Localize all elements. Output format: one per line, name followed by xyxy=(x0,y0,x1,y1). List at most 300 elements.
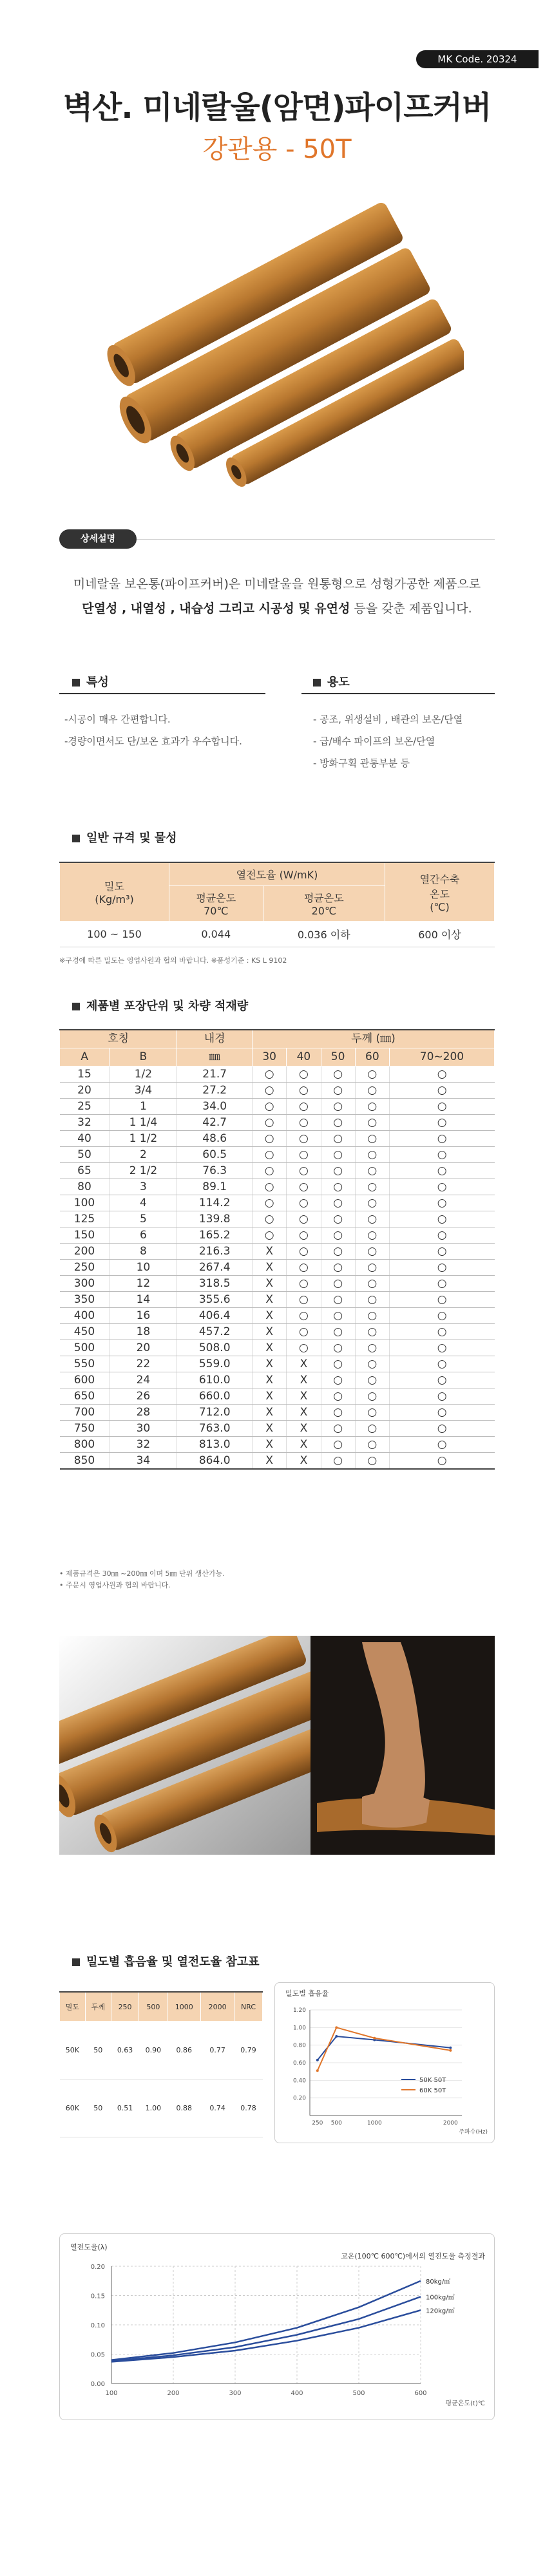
usage-heading: 용도 xyxy=(313,673,350,690)
pack-cell: ○ xyxy=(321,1083,355,1099)
data-point xyxy=(316,2069,319,2072)
pack-cell: 500 xyxy=(60,1340,110,1356)
y-tick-label: 0.80 xyxy=(292,2042,306,2049)
bullet-square-icon xyxy=(72,1003,80,1010)
pack-cell: 406.4 xyxy=(177,1308,253,1324)
x-tick-label: 100 xyxy=(105,2390,118,2397)
feature-item: -시공이 매우 간편합니다. xyxy=(64,714,171,725)
pack-cell: ○ xyxy=(389,1308,494,1324)
pack-cell: ○ xyxy=(355,1372,389,1388)
product-title: 벽산. 미네랄울(암면)파이프커버 xyxy=(62,90,492,126)
pipe-cover-image xyxy=(103,193,464,489)
pack-cell: 60.5 xyxy=(177,1147,253,1163)
pack-cell: 100 xyxy=(60,1195,110,1211)
pack-cell: X xyxy=(253,1244,287,1260)
pack-cell: 20 xyxy=(60,1083,110,1099)
pack-cell: 14 xyxy=(110,1292,177,1308)
pack-cell: ○ xyxy=(389,1340,494,1356)
pack-cell: 125 xyxy=(60,1211,110,1227)
pack-cell: ○ xyxy=(287,1260,321,1276)
pack-cell: ○ xyxy=(355,1388,389,1405)
pack-cell: X xyxy=(253,1437,287,1453)
x-axis-label: 주파수(Hz) xyxy=(459,2129,488,2136)
y-tick-label: 1.20 xyxy=(292,2007,306,2014)
series-line xyxy=(318,2027,451,2070)
pack-cell: ○ xyxy=(287,1163,321,1179)
x-tick-label: 600 xyxy=(414,2390,427,2397)
pack-note-1: • 제품규격은 30㎜ ~200㎜ 이며 5㎜ 단위 생산가능. xyxy=(59,1569,225,1578)
pack-cell: ○ xyxy=(321,1437,355,1453)
pack-cell: ○ xyxy=(355,1244,389,1260)
pack-cell: 355.6 xyxy=(177,1292,253,1308)
x-tick-label: 500 xyxy=(330,2120,342,2126)
pack-cell: X xyxy=(287,1421,321,1437)
pack-cell: 2 1/2 xyxy=(110,1163,177,1179)
pack-cell: 12 xyxy=(110,1276,177,1292)
spec-c20: 0.036 이하 xyxy=(263,922,385,947)
pack-row xyxy=(60,1066,495,1083)
pack-cell: X xyxy=(253,1308,287,1324)
pack-cell: ○ xyxy=(321,1356,355,1372)
pack-cell: ○ xyxy=(389,1388,494,1405)
pack-h-t60: 60 xyxy=(355,1048,389,1066)
absorb-cell: 50 xyxy=(85,2022,111,2079)
y-tick-label: 0.05 xyxy=(90,2351,105,2359)
pack-cell: 15 xyxy=(60,1066,110,1083)
series-label: 80kg/㎥ xyxy=(426,2278,451,2286)
intro-bold: 단열성 , 내열성 , 내습성 그리고 시공성 및 유연성 xyxy=(82,601,350,616)
data-point xyxy=(449,2049,452,2052)
pack-cell: ○ xyxy=(355,1437,389,1453)
product-photo xyxy=(59,1636,495,1855)
x-axis-label: 평균온도(t)℃ xyxy=(445,2400,485,2407)
pack-cell: ○ xyxy=(355,1421,389,1437)
data-point xyxy=(335,2035,338,2038)
pack-cell: X xyxy=(253,1421,287,1437)
pack-cell: ○ xyxy=(253,1163,287,1179)
absorb-h: 두께 xyxy=(85,1992,111,2022)
x-tick-label: 200 xyxy=(167,2390,180,2397)
pack-cell: ○ xyxy=(355,1260,389,1276)
pack-cell: 400 xyxy=(60,1308,110,1324)
pack-cell: ○ xyxy=(253,1211,287,1227)
pack-cell: ○ xyxy=(389,1147,494,1163)
pack-cell: ○ xyxy=(389,1356,494,1372)
y-tick-label: 1.00 xyxy=(292,2025,306,2032)
pack-row xyxy=(60,1372,495,1388)
pack-cell: 750 xyxy=(60,1421,110,1437)
pack-cell: ○ xyxy=(287,1131,321,1147)
pack-cell: 150 xyxy=(60,1227,110,1244)
pack-cell: 65 xyxy=(60,1163,110,1179)
pack-cell: X xyxy=(253,1405,287,1421)
y-tick-label: 0.20 xyxy=(292,2095,306,2102)
x-tick-label: 300 xyxy=(229,2390,242,2397)
pack-cell: X xyxy=(287,1405,321,1421)
pack-cell: 300 xyxy=(60,1276,110,1292)
data-point xyxy=(373,2037,376,2040)
pack-row xyxy=(60,1083,495,1099)
pack-cell: 200 xyxy=(60,1244,110,1260)
pack-cell: X xyxy=(253,1340,287,1356)
spec-h-avg70: 평균온도 70℃ xyxy=(169,886,263,922)
usage-underline xyxy=(301,693,495,694)
pack-cell: ○ xyxy=(355,1292,389,1308)
pack-h-nominal: 호칭 xyxy=(60,1030,177,1048)
pack-cell: X xyxy=(253,1292,287,1308)
pack-cell: 1 1/2 xyxy=(110,1131,177,1147)
pack-cell: ○ xyxy=(321,1244,355,1260)
pack-h-od-unit: ㎜ xyxy=(177,1048,253,1066)
absorb-cell: 0.79 xyxy=(234,2022,263,2079)
pack-cell: 1 xyxy=(110,1099,177,1115)
pack-row xyxy=(60,1244,495,1260)
pack-cell: ○ xyxy=(355,1211,389,1227)
pack-cell: ○ xyxy=(389,1244,494,1260)
pack-cell: ○ xyxy=(287,1340,321,1356)
pack-cell: ○ xyxy=(321,1195,355,1211)
pack-cell: ○ xyxy=(287,1066,321,1083)
pack-cell: 40 xyxy=(60,1131,110,1147)
spec-density: 100 ~ 150 xyxy=(60,922,169,947)
pack-cell: 318.5 xyxy=(177,1276,253,1292)
y-tick-label: 0.40 xyxy=(292,2078,306,2085)
absorb-chart-box xyxy=(274,1982,495,2143)
absorb-h: 250 xyxy=(111,1992,139,2022)
pack-cell: ○ xyxy=(287,1099,321,1115)
pack-cell: ○ xyxy=(355,1340,389,1356)
pack-cell: ○ xyxy=(321,1179,355,1195)
pack-cell: ○ xyxy=(355,1453,389,1470)
pack-cell: 610.0 xyxy=(177,1372,253,1388)
pack-row xyxy=(60,1276,495,1292)
pack-cell: 813.0 xyxy=(177,1437,253,1453)
pack-cell: ○ xyxy=(355,1147,389,1163)
pack-cell: X xyxy=(253,1324,287,1340)
pack-h-thick: 두께 (㎜) xyxy=(253,1030,495,1048)
pack-heading: 제품별 포장단위 및 차량 적재량 xyxy=(72,997,248,1014)
pack-cell: ○ xyxy=(321,1421,355,1437)
features-heading: 특성 xyxy=(72,673,109,690)
pack-cell: ○ xyxy=(287,1244,321,1260)
pack-cell: ○ xyxy=(389,1437,494,1453)
pack-cell: 89.1 xyxy=(177,1179,253,1195)
pack-cell: ○ xyxy=(355,1227,389,1244)
pack-note-2: • 주문시 영업사원과 협의 바랍니다. xyxy=(59,1581,171,1589)
pack-cell: X xyxy=(253,1372,287,1388)
pack-row xyxy=(60,1179,495,1195)
absorb-cell: 0.63 xyxy=(111,2022,139,2079)
pack-cell: ○ xyxy=(355,1356,389,1372)
section-badge: 상세설명 xyxy=(59,529,137,549)
pack-cell: ○ xyxy=(355,1308,389,1324)
pack-cell: ○ xyxy=(287,1276,321,1292)
pack-cell: 450 xyxy=(60,1324,110,1340)
pack-cell: ○ xyxy=(389,1292,494,1308)
series-line xyxy=(111,2281,421,2360)
pack-cell: 216.3 xyxy=(177,1244,253,1260)
spec-heading: 일반 규격 및 물성 xyxy=(72,829,177,846)
pack-h-t40: 40 xyxy=(287,1048,321,1066)
pack-h-t50: 50 xyxy=(321,1048,355,1066)
feature-item: -경량이면서도 단/보온 효과가 우수합니다. xyxy=(64,735,242,747)
pack-cell: ○ xyxy=(389,1099,494,1115)
pack-cell: ○ xyxy=(355,1163,389,1179)
pack-cell: 18 xyxy=(110,1324,177,1340)
pack-h-od: 내경 xyxy=(177,1030,253,1048)
pack-row xyxy=(60,1308,495,1324)
pack-cell: ○ xyxy=(389,1405,494,1421)
usage-item: - 공조, 위생설비 , 배관의 보온/단열 xyxy=(313,714,463,725)
pack-cell: ○ xyxy=(321,1388,355,1405)
pack-row xyxy=(60,1227,495,1244)
pack-cell: 2 xyxy=(110,1147,177,1163)
pack-cell: 22 xyxy=(110,1356,177,1372)
pack-cell: ○ xyxy=(253,1195,287,1211)
pack-cell: 20 xyxy=(110,1340,177,1356)
pack-cell: 3/4 xyxy=(110,1083,177,1099)
pack-cell: X xyxy=(253,1453,287,1470)
pack-cell: 139.8 xyxy=(177,1211,253,1227)
absorb-cell: 0.78 xyxy=(234,2079,263,2137)
pack-cell: 48.6 xyxy=(177,1131,253,1147)
pack-cell: 21.7 xyxy=(177,1066,253,1083)
pack-row xyxy=(60,1437,495,1453)
pack-cell: ○ xyxy=(287,1292,321,1308)
absorb-cell: 50K xyxy=(60,2022,86,2079)
absorb-cell: 50 xyxy=(85,2079,111,2137)
pack-cell: ○ xyxy=(253,1115,287,1131)
pack-cell: ○ xyxy=(287,1115,321,1131)
pack-cell: ○ xyxy=(389,1066,494,1083)
chart-title: 고온(100℃ 600℃)에서의 열전도율 측정결과 xyxy=(341,2252,485,2260)
x-tick-label: 400 xyxy=(291,2390,303,2397)
pack-row xyxy=(60,1356,495,1372)
conductivity-chart-box xyxy=(59,2233,495,2420)
conductivity-chart xyxy=(60,2234,495,2421)
y-tick-label: 0.15 xyxy=(90,2293,105,2300)
y-tick-label: 0.00 xyxy=(90,2381,105,2388)
pack-cell: 27.2 xyxy=(177,1083,253,1099)
legend-label: 50K 50T xyxy=(419,2077,446,2084)
pack-row xyxy=(60,1115,495,1131)
pack-cell: 10 xyxy=(110,1260,177,1276)
pack-row xyxy=(60,1195,495,1211)
pack-cell: 4 xyxy=(110,1195,177,1211)
pack-cell: ○ xyxy=(253,1066,287,1083)
pack-row xyxy=(60,1163,495,1179)
x-tick-label: 1000 xyxy=(367,2120,382,2126)
pack-cell: ○ xyxy=(321,1099,355,1115)
pack-cell: ○ xyxy=(287,1195,321,1211)
series-line xyxy=(111,2297,421,2361)
pack-cell: 16 xyxy=(110,1308,177,1324)
spec-c70: 0.044 xyxy=(169,922,263,947)
pack-cell: 76.3 xyxy=(177,1163,253,1179)
y-tick-label: 0.60 xyxy=(292,2060,306,2067)
pack-cell: ○ xyxy=(389,1372,494,1388)
intro-text: 미네랄울 보온통(파이프커버)은 미네랄울을 원통형으로 성형가공한 제품으로 xyxy=(73,577,481,591)
pack-cell: X xyxy=(253,1276,287,1292)
pack-cell: 559.0 xyxy=(177,1356,253,1372)
pack-row xyxy=(60,1421,495,1437)
pack-cell: 5 xyxy=(110,1211,177,1227)
pack-cell: ○ xyxy=(253,1083,287,1099)
intro-text-2 xyxy=(0,599,554,616)
spec-shrink: 600 이상 xyxy=(385,922,495,947)
pack-cell: X xyxy=(253,1356,287,1372)
pack-cell: ○ xyxy=(321,1292,355,1308)
absorb-table xyxy=(59,1991,263,2137)
spec-h-avg20: 평균온도 20℃ xyxy=(263,886,385,922)
spec-h-conductivity: 열전도율 (W/mK) xyxy=(169,862,385,886)
pack-cell: 660.0 xyxy=(177,1388,253,1405)
pack-cell: ○ xyxy=(355,1276,389,1292)
pack-cell: ○ xyxy=(287,1308,321,1324)
pack-row xyxy=(60,1453,495,1470)
data-point xyxy=(316,2059,319,2061)
pack-cell: ○ xyxy=(355,1324,389,1340)
spec-note: ※구경에 따른 밀도는 영업사원과 협의 바랍니다. ※품성기준 : KS L 9102 xyxy=(59,956,287,965)
pack-cell: X xyxy=(287,1437,321,1453)
pack-cell: ○ xyxy=(355,1195,389,1211)
pack-cell: 28 xyxy=(110,1405,177,1421)
usage-item: - 방화구획 관통부분 등 xyxy=(313,757,410,769)
pack-cell: ○ xyxy=(321,1147,355,1163)
absorb-cell: 60K xyxy=(60,2079,86,2137)
pack-cell: 712.0 xyxy=(177,1405,253,1421)
pack-cell: ○ xyxy=(389,1260,494,1276)
pack-cell: 250 xyxy=(60,1260,110,1276)
pack-h-a: A xyxy=(60,1048,110,1066)
absorb-h: 1000 xyxy=(167,1992,201,2022)
pack-row xyxy=(60,1405,495,1421)
y-axis-label: 열전도율(λ) xyxy=(70,2243,108,2251)
pack-cell: 114.2 xyxy=(177,1195,253,1211)
bullet-square-icon xyxy=(72,835,80,842)
pack-cell: ○ xyxy=(389,1227,494,1244)
data-point xyxy=(335,2026,338,2029)
pack-cell: ○ xyxy=(389,1211,494,1227)
pack-cell: 850 xyxy=(60,1453,110,1470)
pack-cell: 165.2 xyxy=(177,1227,253,1244)
y-tick-label: 0.10 xyxy=(90,2322,105,2329)
pack-cell: 3 xyxy=(110,1179,177,1195)
pack-cell: ○ xyxy=(389,1421,494,1437)
pack-cell: 26 xyxy=(110,1388,177,1405)
pack-cell: X xyxy=(253,1260,287,1276)
pack-cell: 700 xyxy=(60,1405,110,1421)
pack-cell: 350 xyxy=(60,1292,110,1308)
pack-cell: 25 xyxy=(60,1099,110,1115)
pack-cell: ○ xyxy=(321,1340,355,1356)
series-label: 120kg/㎥ xyxy=(426,2307,455,2315)
pack-cell: ○ xyxy=(355,1405,389,1421)
pack-cell: ○ xyxy=(355,1115,389,1131)
pack-cell: ○ xyxy=(287,1179,321,1195)
y-tick-label: 0.20 xyxy=(90,2264,105,2271)
features-list xyxy=(64,708,242,752)
mk-code-badge: MK Code. 20324 xyxy=(416,50,539,68)
pack-cell: 50 xyxy=(60,1147,110,1163)
pack-cell: ○ xyxy=(389,1083,494,1099)
product-subtitle: 강관용 - 50T xyxy=(202,135,352,164)
pack-cell: ○ xyxy=(321,1260,355,1276)
pack-row xyxy=(60,1131,495,1147)
pack-cell: ○ xyxy=(321,1163,355,1179)
spec-h-shrink: 열간수축 온도 (℃) xyxy=(385,862,495,922)
bullet-square-icon xyxy=(72,679,80,687)
intro-rest: 등을 갖춘 제품입니다. xyxy=(350,601,472,616)
pack-cell: 24 xyxy=(110,1372,177,1388)
spec-table xyxy=(59,862,495,947)
pack-cell: 34.0 xyxy=(177,1099,253,1115)
pack-cell: ○ xyxy=(321,1131,355,1147)
absorb-heading: 밀도별 흡음율 및 열전도율 참고표 xyxy=(72,1953,260,1969)
usage-item: - 급/배수 파이프의 보온/단열 xyxy=(313,735,435,747)
pack-cell: ○ xyxy=(389,1131,494,1147)
pack-cell: 32 xyxy=(110,1437,177,1453)
absorb-h: 500 xyxy=(139,1992,167,2022)
pack-cell: ○ xyxy=(287,1147,321,1163)
pack-cell: ○ xyxy=(355,1099,389,1115)
pack-cell: ○ xyxy=(287,1324,321,1340)
pack-cell: X xyxy=(287,1388,321,1405)
pack-cell: X xyxy=(287,1356,321,1372)
pack-cell: ○ xyxy=(355,1179,389,1195)
pack-cell: 80 xyxy=(60,1179,110,1195)
absorb-h: 밀도 xyxy=(60,1992,86,2022)
pack-cell: 800 xyxy=(60,1437,110,1453)
absorb-h: 2000 xyxy=(201,1992,234,2022)
data-point xyxy=(449,2047,452,2049)
pack-cell: 34 xyxy=(110,1453,177,1470)
pack-cell: ○ xyxy=(321,1324,355,1340)
pack-cell: 457.2 xyxy=(177,1324,253,1340)
pack-cell: X xyxy=(253,1388,287,1405)
pack-row xyxy=(60,1388,495,1405)
pack-cell: ○ xyxy=(253,1227,287,1244)
pack-cell: 8 xyxy=(110,1244,177,1260)
pack-cell: ○ xyxy=(253,1099,287,1115)
pack-cell: 6 xyxy=(110,1227,177,1244)
bullet-square-icon xyxy=(72,1958,80,1966)
pack-cell: ○ xyxy=(321,1372,355,1388)
pack-cell: 30 xyxy=(110,1421,177,1437)
pack-cell: ○ xyxy=(321,1066,355,1083)
absorb-cell: 0.77 xyxy=(201,2022,234,2079)
pack-row xyxy=(60,1099,495,1115)
pack-cell: ○ xyxy=(389,1195,494,1211)
features-underline xyxy=(59,693,265,694)
pack-cell: ○ xyxy=(321,1276,355,1292)
pack-cell: X xyxy=(287,1372,321,1388)
pack-cell: ○ xyxy=(321,1453,355,1470)
pack-table xyxy=(59,1029,495,1470)
absorb-cell: 0.86 xyxy=(167,2022,201,2079)
pack-cell: 550 xyxy=(60,1356,110,1372)
pack-cell: 600 xyxy=(60,1372,110,1388)
pack-row xyxy=(60,1324,495,1340)
pack-cell: 1/2 xyxy=(110,1066,177,1083)
x-tick-label: 500 xyxy=(352,2390,365,2397)
pack-cell: 267.4 xyxy=(177,1260,253,1276)
pack-cell: 763.0 xyxy=(177,1421,253,1437)
pack-cell: ○ xyxy=(389,1324,494,1340)
absorb-cell: 0.74 xyxy=(201,2079,234,2137)
pack-cell: 650 xyxy=(60,1388,110,1405)
pack-row xyxy=(60,1292,495,1308)
